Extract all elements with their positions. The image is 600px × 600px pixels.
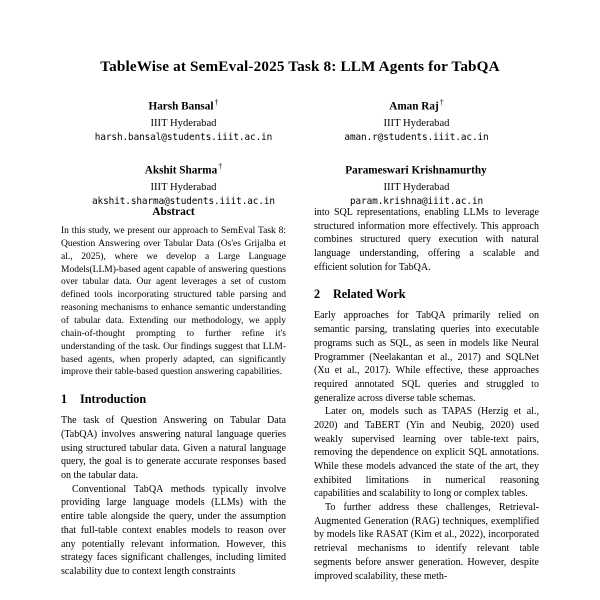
author-email: harsh.bansal@students.iiit.ac.in: [94, 131, 273, 143]
section-heading-introduction: [61, 392, 286, 407]
section-heading-related-work: [314, 287, 539, 302]
continued-paragraph-block: [314, 206, 539, 274]
author-entry: [67, 161, 300, 208]
author-email: akshit.sharma@students.iiit.ac.in: [92, 195, 275, 207]
abstract-heading: Abstract: [152, 206, 195, 218]
author-affiliation: IIIT Hyderabad: [150, 117, 217, 129]
section-number: 2: [314, 287, 321, 302]
author-name-text: Parameswari Krishnamurthy: [345, 164, 487, 177]
abstract-body: [61, 225, 286, 379]
author-name: [300, 161, 533, 180]
author-entry: [300, 97, 533, 144]
paragraph: Early approaches for TabQA primarily relied on semantic parsing, translating queries into executable programs such as SQL, as seen in models like Neural Programmer (Neelakantan et al., 2017) and SQLNet (Xu et al., 2017). While effective, these approaches required annotated SQL queries and struggled to generalize across diverse table schemas.: [314, 310, 539, 404]
author-name: [300, 97, 533, 116]
section-title: Introduction: [80, 392, 147, 407]
author-name-text: Harsh Bansal: [148, 100, 214, 113]
page-title: TableWise at SemEval-2025 Task 8: LLM Agents for TabQA: [100, 58, 500, 75]
paragraph: Later on, models such as TAPAS (Herzig et al., 2020) and TaBERT (Yin and Neubig, 2020) used weakly supervised learning over table-text pairs, removing the dependence on explicit SQL annotations. While these models advanced the state of the art, they exhibited limitations in numerical reasoning capabilities and scalability to long or complex tables.: [314, 406, 539, 500]
paragraph: To further address these challenges, Retrieval-Augmented Generation (RAG) techniques, exemplified by models like RASAT (Kim et al., 2022), incorporated retrieval mechanisms to identify relevant table segments before answer generation. However, despite improved scalability, these meth-: [314, 502, 539, 582]
author-name-text: Akshit Sharma: [144, 164, 218, 177]
right-column: [314, 206, 539, 583]
introduction-body: [61, 414, 286, 578]
author-email: param.krishna@iiit.ac.in: [349, 195, 484, 207]
section-title: Related Work: [333, 287, 406, 302]
author-name: [67, 97, 300, 116]
author-entry: [67, 97, 300, 144]
author-affiliation-marker: †: [214, 98, 219, 108]
author-row: [67, 97, 533, 144]
author-row: [67, 161, 533, 208]
title-block: [0, 0, 600, 208]
related-work-body: [314, 309, 539, 583]
author-affiliation-marker: †: [218, 162, 223, 172]
author-name: [67, 161, 300, 180]
abstract-paragraph: In this study, we present our approach to SemEval Task 8: Question Answering over Tabular Data (Os'es Grijalba et al., 2025), where we develop a Large Language Models(LLM)-based agent capable of answering questions over tabular data. Our agent leverages a set of custom defined tools incorporating structured table parsing and reasoning mechanisms to enhance semantic understanding of tabular data. Extending our methodology, we apply chain-of-thought prompting to further refine it's understanding of the task. Our findings suggest that LLM-based agents, when properly adapted, can significantly improve their table-based question answering capabilities.: [61, 226, 286, 378]
author-affiliation: IIIT Hyderabad: [383, 117, 450, 129]
author-affiliation-marker: †: [439, 98, 444, 108]
author-affiliation-marker: [487, 162, 488, 171]
author-name-text: Aman Raj: [389, 100, 439, 113]
author-block: [67, 97, 533, 208]
left-column: [61, 206, 286, 583]
author-affiliation: IIIT Hyderabad: [150, 181, 217, 193]
paragraph: into SQL representations, enabling LLMs to leverage structured information more effectively. This approach combines structured query execution with natural language understanding, offering a scalable and efficient solution for TabQA.: [314, 207, 539, 273]
author-entry: [300, 161, 533, 208]
author-email: aman.r@students.iiit.ac.in: [344, 131, 489, 143]
paragraph: The task of Question Answering on Tabular Data (TabQA) involves answering natural language queries using structured tabular data. Given a natural language query, the goal is to generate accurate responses based on the tabular data.: [61, 415, 286, 482]
section-number: 1: [61, 392, 68, 407]
paragraph: Conventional TabQA methods typically involve providing large language models (LLMs) with the entire table alongside the query, under the assumption that full-table context enables models to reason over any potentially relevant information. However, this strategy faces significant challenges, including limited scalability due to context length constraints: [61, 483, 286, 577]
two-column-body: [0, 206, 600, 583]
author-affiliation: IIIT Hyderabad: [383, 181, 450, 193]
